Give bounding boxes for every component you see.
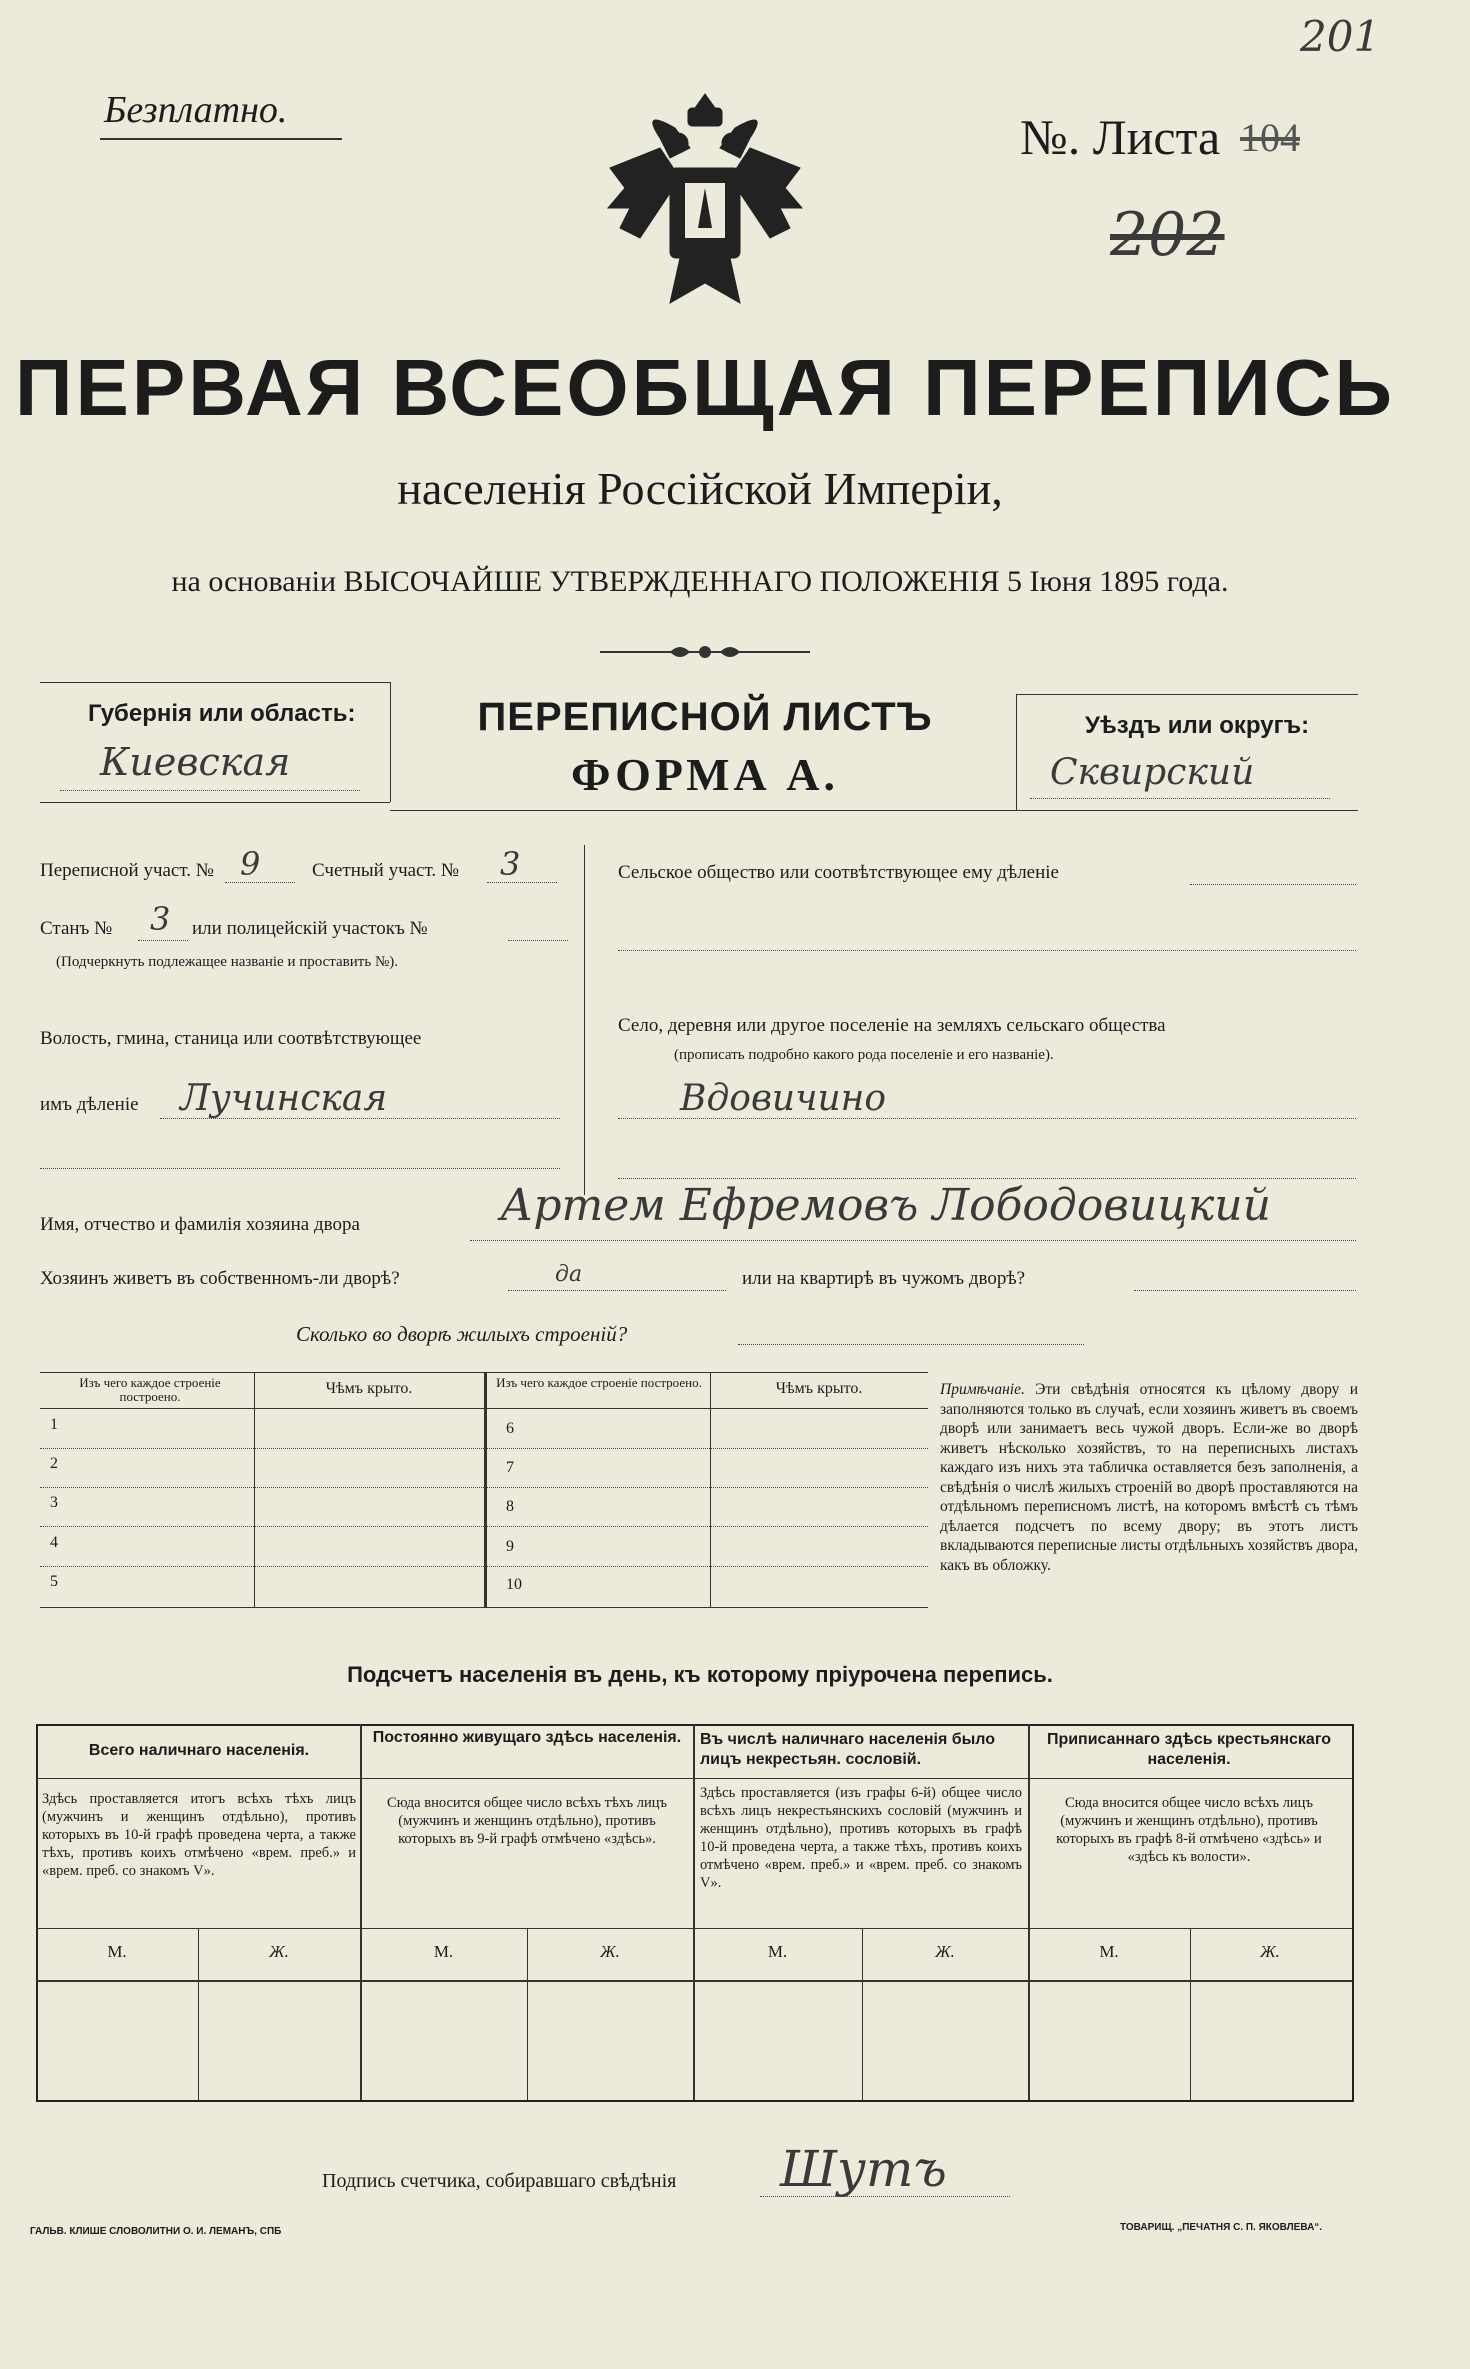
f-label: Ж. <box>269 1942 289 1961</box>
count-col-body-4: Сюда вносится общее число всѣхъ лицъ (мужчинъ и женщинъ отдѣльно), противъ которыхъ въ графѣ 8-й отмѣчено «здѣсь» и «здѣсь къ волости». <box>1056 1795 1322 1865</box>
f-label: Ж. <box>935 1942 955 1961</box>
count-col-head-4: Приписаннаго здѣсь крестьянскаго населенія. <box>1046 1731 1332 1768</box>
imperial-eagle-icon <box>600 88 810 318</box>
count-col-head-2: Постоянно живущаго здѣсь населенія. <box>372 1729 682 1746</box>
owner-name-value: Артем Ефремовъ Лободовицкий <box>500 1180 1271 1231</box>
uezd-value: Сквирский <box>1050 752 1255 793</box>
note-text: Эти свѣдѣнія относятся къ цѣлому двору и заполняются только въ случаѣ, если хозяинъ живетъ въ своемъ дворѣ или занимаетъ весь чужой дворъ. Если-же во дворѣ живетъ нѣсколько хозяйствъ, то на переписныхъ листахъ каждаго изъ нихъ эта табличка оставляется безъ заполненія, а свѣдѣнія о числѣ жилыхъ строеній во дворѣ проставляются на отдѣльномъ переписномъ листѣ, на которомъ вмѣстѣ съ тѣмъ дѣлается подсчетъ по всему двору; въ этотъ листъ вкладываются переписные листы отдѣльныхъ хозяйствъ двора, какъ въ обложку. <box>940 1381 1359 1574</box>
col-material-left: Изъ чего каждое строеніе построено. <box>79 1375 221 1404</box>
m-label: М. <box>767 1942 788 1961</box>
stan-note: (Подчеркнуть подлежащее названіе и проставить №). <box>56 954 398 970</box>
row-number: 10 <box>506 1576 522 1593</box>
col-roof-right: Чѣмъ крыто. <box>775 1380 863 1397</box>
free-underline <box>100 138 342 140</box>
row-number: 3 <box>50 1494 58 1511</box>
counting-district-value: 3 <box>500 845 521 883</box>
row-number: 6 <box>506 1420 514 1437</box>
own-yard-value: да <box>555 1262 583 1287</box>
uezd-label: Уѣздъ или округъ: <box>1085 712 1310 739</box>
own-yard-label: Хозяинъ живетъ въ собственномъ-ли дворѣ? <box>40 1268 400 1289</box>
signature-label: Подпись счетчика, собиравшаго свѣдѣнія <box>322 2170 677 2192</box>
village-value: Вдовичино <box>680 1078 887 1119</box>
sheet-number-handwritten: 202 <box>1110 200 1225 270</box>
count-col-body-2: Сюда вносится общее число всѣхъ тѣхъ лицъ (мужчинъ и женщинъ отдѣльно), противъ которыхъ въ 9-й графѣ отмѣчено «здѣсь». <box>387 1795 667 1847</box>
sheet-number-label: №. Листа <box>1020 109 1221 165</box>
buildings-label: Сколько во дворѣ жилыхъ строеній? <box>296 1322 628 1346</box>
census-district-value: 9 <box>240 845 261 883</box>
corner-number: 201 <box>1300 12 1381 61</box>
row-number: 4 <box>50 1534 58 1551</box>
buildings-note <box>940 1380 1358 1575</box>
row-number: 8 <box>506 1498 514 1515</box>
guberniya-value: Киевская <box>100 740 291 784</box>
volost-label-2: имъ дѣленіе <box>40 1094 139 1115</box>
row-number: 7 <box>506 1459 514 1476</box>
row-number: 5 <box>50 1573 58 1590</box>
society-label: Сельское общество или соотвѣтствующее ему дѣленіе <box>618 862 1059 883</box>
count-title: Подсчетъ населенія въ день, къ которому пріурочена перепись. <box>347 1662 1053 1687</box>
f-label: Ж. <box>1260 1942 1280 1961</box>
volost-label: Волость, гмина, станица или соотвѣтствующее <box>40 1028 422 1049</box>
printer-left: ГАЛЬВ. КЛИШЕ СЛОВОЛИТНИ О. И. ЛЕМАНЪ, СПБ <box>30 2226 282 2237</box>
subtitle: населенія Россійской Имперіи, <box>397 463 1003 514</box>
col-roof-left: Чѣмъ крыто. <box>325 1380 413 1397</box>
guberniya-label: Губернія или область: <box>88 700 356 727</box>
f-label: Ж. <box>600 1942 620 1961</box>
count-col-body-3: Здѣсь проставляется (изъ графы 6-й) общее число всѣхъ лицъ некрестьянскихъ сословій (мужчинъ и женщинъ отдѣльно), противъ которыхъ въ графѣ 10-й проведена черта, а также тѣхъ, противъ коихъ отмѣчено «врем. преб.» и «врем. преб. со знакомъ V». <box>700 1785 1022 1891</box>
form-subtitle: ФОРМА А. <box>571 749 839 800</box>
row-number: 9 <box>506 1538 514 1555</box>
form-title: ПЕРЕПИСНОЙ ЛИСТЪ <box>477 695 933 739</box>
count-col-body-1: Здѣсь проставляется итогъ всѣхъ тѣхъ лицъ (мужчинъ и женщинъ отдѣльно), противъ которыхъ въ 10-й графѣ проведена черта, а также тѣхъ, противъ коихъ отмѣчено «врем. преб.» и «врем. преб. со знакомъ V». <box>42 1791 356 1879</box>
count-col-head-3: Въ числѣ наличнаго населенія было лицъ некрестьян. сословій. <box>700 1731 995 1768</box>
counting-district-label: Счетный участ. № <box>312 860 459 881</box>
m-label: М. <box>1099 1942 1119 1961</box>
row-number: 2 <box>50 1455 58 1472</box>
stan-value: 3 <box>150 900 171 938</box>
stan-label: Станъ № <box>40 918 113 939</box>
ornament-divider <box>600 640 810 664</box>
col-material-right: Изъ чего каждое строеніе построено. <box>496 1375 702 1390</box>
count-table <box>36 1724 1354 2102</box>
village-note: (прописать подробно какого рода поселеніе и его названіе). <box>674 1047 1054 1063</box>
main-title: ПЕРВАЯ ВСЕОБЩАЯ ПЕРЕПИСЬ <box>15 343 1395 432</box>
printer-right: ТОВАРИЩ. „ПЕЧАТНЯ С. П. ЯКОВЛЕВА“. <box>1120 2222 1323 2233</box>
count-col-head-1: Всего наличнаго населенія. <box>88 1742 310 1759</box>
village-label: Село, деревня или другое поселеніе на земляхъ сельскаго общества <box>618 1015 1166 1036</box>
free-label: Безплатно. <box>104 89 288 131</box>
signature-value: Шутъ <box>780 2140 947 2198</box>
rent-label: или на квартирѣ въ чужомъ дворѣ? <box>742 1268 1026 1289</box>
owner-name-label: Имя, отчество и фамилія хозяина двора <box>40 1214 360 1235</box>
basis-line: на основаніи ВЫСОЧАЙШЕ УТВЕРЖДЕННАГО ПОЛОЖЕНІЯ 5 Іюня 1895 года. <box>171 565 1229 598</box>
m-label: М. <box>107 1942 127 1961</box>
census-district-label: Переписной участ. № <box>40 860 214 881</box>
sheet-number-struck: 104 <box>1240 115 1300 160</box>
m-label: М. <box>433 1942 454 1961</box>
note-head: Примѣчаніе. <box>940 1381 1025 1398</box>
row-number: 1 <box>50 1416 58 1433</box>
volost-value: Лучинская <box>180 1078 388 1119</box>
police-label: или полицейскій участокъ № <box>192 918 428 939</box>
